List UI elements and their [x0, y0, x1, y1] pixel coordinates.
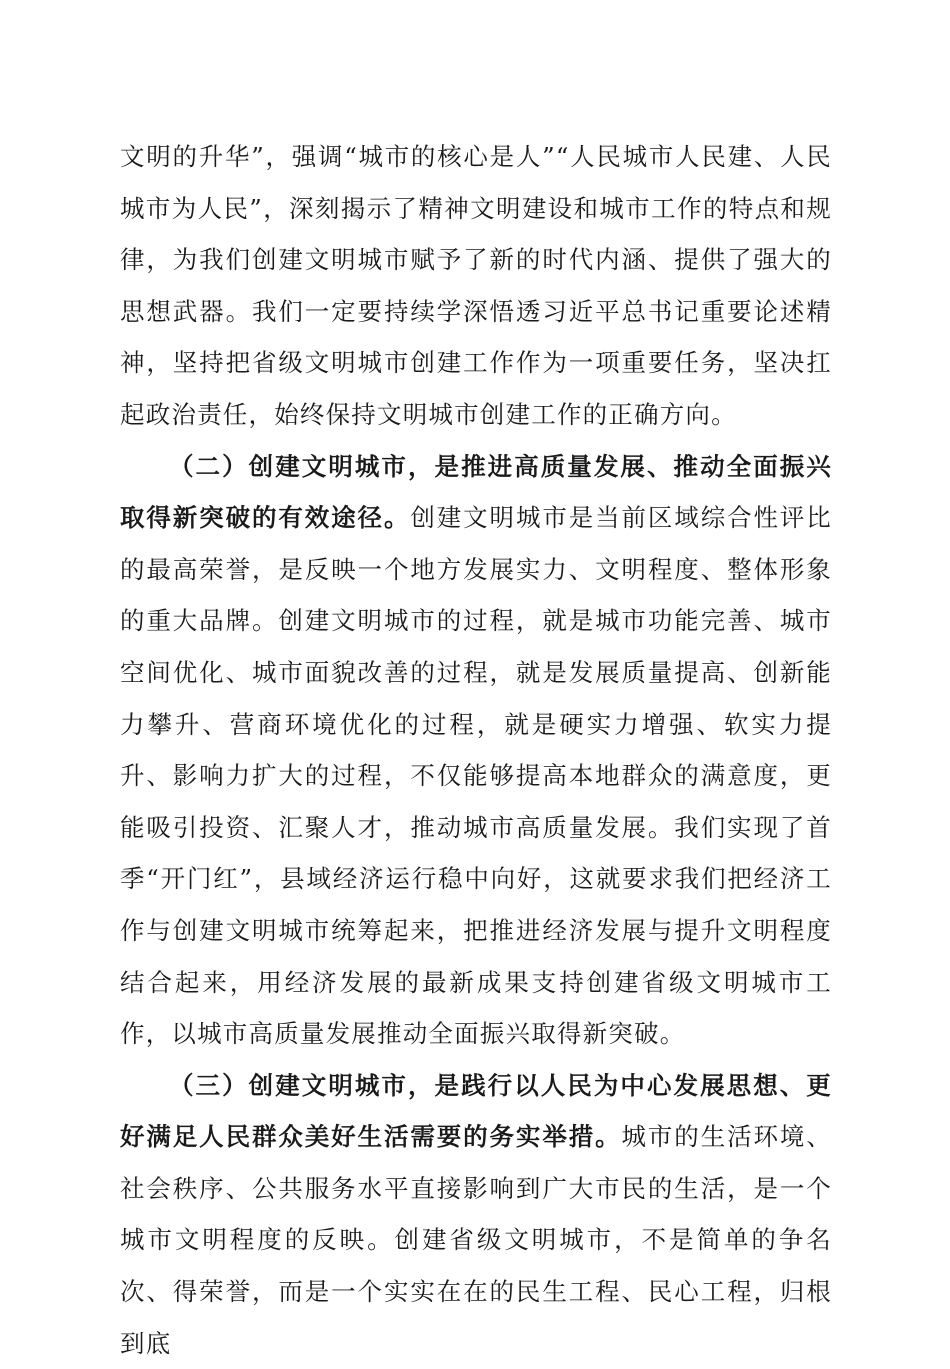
paragraph-body: 城市的生活环境、社会秩序、公共服务水平直接影响到广大市民的生活，是一个城市文明程度的反映。创建省级文明城市，不是简单的争名次、得荣誉，而是一个实实在在的民生工程、民心工程，归根到底	[120, 1122, 832, 1358]
document-body	[120, 131, 832, 1369]
paragraph-continuation	[120, 131, 832, 441]
paragraph-section-3	[120, 1060, 832, 1369]
paragraph-section-2	[120, 441, 832, 1060]
paragraph-body: 文明的升华”，强调“城市的核心是人”“人民城市人民建、人民城市为人民”，深刻揭示了精神文明建设和城市工作的特点和规律，为我们创建文明城市赋予了新的时代内涵、提供了强大的思想武器。我们一定要持续学深悟透习近平总书记重要论述精神，坚持把省级文明城市创建工作作为一项重要任务，坚决扛起政治责任，始终保持文明城市创建工作的正确方向。	[120, 142, 832, 429]
paragraph-body: 创建文明城市是当前区域综合性评比的最高荣誉，是反映一个地方发展实力、文明程度、整体形象的重大品牌。创建文明城市的过程，就是城市功能完善、城市空间优化、城市面貌改善的过程，就是发展质量提高、创新能力攀升、营商环境优化的过程，就是硬实力增强、软实力提升、影响力扩大的过程，不仅能够提高本地群众的满意度，更能吸引投资、汇聚人才，推动城市高质量发展。我们实现了首季“开门红”，县域经济运行稳中向好，这就要求我们把经济工作与创建文明城市统筹起来，把推进经济发展与提升文明程度结合起来，用经济发展的最新成果支持创建省级文明城市工作，以城市高质量发展推动全面振兴取得新突破。	[120, 503, 832, 1049]
section-heading: （二）创建文明城市，是推进高质量发展、推动全面振兴取得新突破的有效途径。	[120, 451, 832, 533]
section-heading: （三）创建文明城市，是践行以人民为中心发展思想、更好满足人民群众美好生活需要的务实举措。	[120, 1070, 832, 1152]
